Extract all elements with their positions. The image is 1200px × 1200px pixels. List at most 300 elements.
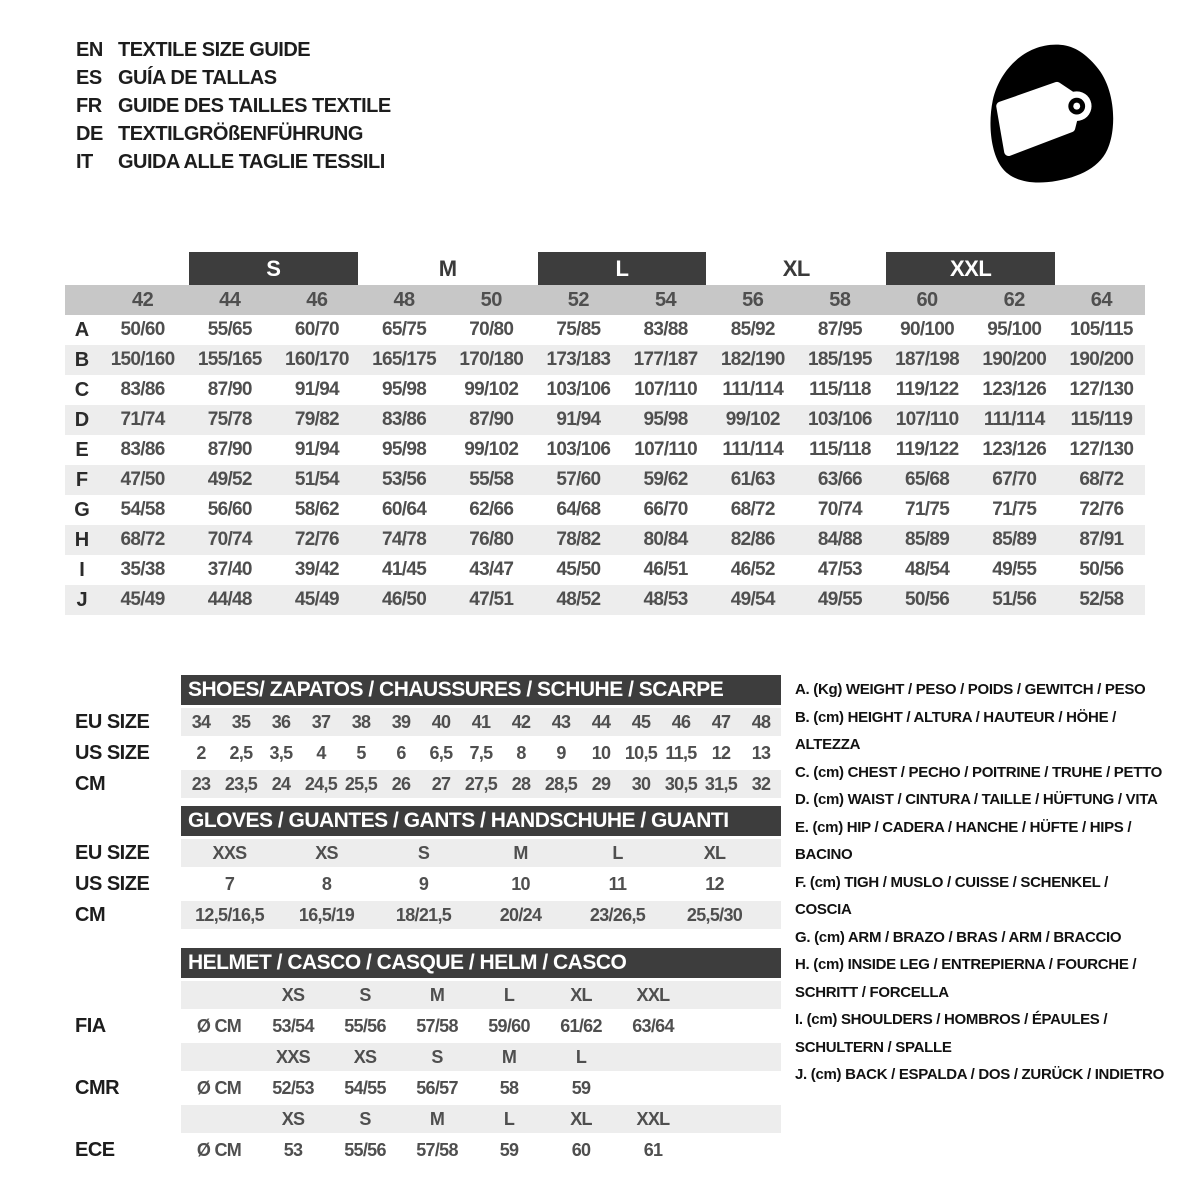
legend-item: D. (cm) WAIST / CINTURA / TAILLE / HÜFTUNG / VITA: [795, 791, 1158, 808]
measurement-cell: 62/66: [469, 499, 514, 520]
size-cell: 8: [321, 873, 332, 894]
helmet-size-cell: L: [575, 1046, 587, 1067]
size-cell: 7,5: [469, 742, 493, 763]
size-cell: 37: [311, 711, 331, 732]
row-cells: [181, 770, 781, 798]
unit-cell-empty: [181, 1105, 257, 1133]
measurement-cell: 45/49: [294, 589, 339, 610]
measurement-cell: 91/94: [556, 409, 601, 430]
size-cell: 10: [591, 742, 611, 763]
measurement-cell: 177/187: [633, 349, 698, 370]
measurement-cell: 87/90: [207, 439, 252, 460]
size-cell: 43: [551, 711, 571, 732]
size-cell: 34: [191, 711, 211, 732]
measurement-cell: 91/94: [294, 379, 339, 400]
measurement-row: [65, 375, 1145, 405]
measurement-cell: 46/51: [643, 559, 688, 580]
gloves-table-title: GLOVES / GUANTES / GANTS / HANDSCHUHE / GUANTI: [181, 806, 781, 836]
size-cell: 2: [196, 742, 206, 763]
legend-item: H. (cm) INSIDE LEG / ENTREPIERNA / FOURCHE / SCHRITT / FORCELLA: [795, 956, 1137, 1001]
measurement-cell: 65/75: [382, 319, 427, 340]
measurement-cell: 51/54: [294, 469, 339, 490]
size-column-header: 56: [742, 288, 764, 311]
measurement-cell: 54/58: [120, 499, 165, 520]
measurement-cell: 49/52: [207, 469, 252, 490]
measurement-cell: 47/51: [469, 589, 514, 610]
measurement-row: [65, 465, 1145, 495]
measurement-cell: 48/53: [643, 589, 688, 610]
measurement-cell: 50/56: [905, 589, 950, 610]
row-label: G: [74, 498, 90, 521]
unit-cell-empty: [181, 1043, 257, 1071]
measurement-cell: 165/175: [372, 349, 436, 370]
measurement-cell: 111/114: [722, 439, 784, 460]
row-label: H: [74, 528, 90, 551]
measurement-cell: 48/52: [556, 589, 601, 610]
helmet-size-cell: S: [359, 984, 371, 1005]
measurement-cell: 170/180: [459, 349, 524, 370]
helmet-table: [75, 948, 781, 1167]
row-header: CM: [75, 903, 106, 926]
row-cells: [181, 1012, 781, 1040]
measurement-cell: 68/72: [730, 499, 775, 520]
measurement-cell: 35/38: [120, 559, 165, 580]
legend-item: G. (cm) ARM / BRAZO / BRAS / ARM / BRACCIO: [795, 928, 1122, 946]
size-column-header: 58: [829, 288, 851, 311]
row-cells: [181, 901, 781, 929]
size-group-XL: XL: [782, 255, 810, 281]
helmet-size-cell: L: [503, 984, 515, 1005]
size-cell: 42: [511, 711, 531, 732]
helmet-size-row: [75, 981, 781, 1009]
size-cell: 11: [608, 873, 627, 894]
size-column-header: 42: [131, 288, 154, 311]
language-row: [76, 36, 391, 64]
language-code: DE: [76, 122, 103, 145]
measurement-cell: 87/90: [469, 409, 514, 430]
measurement-cell: 46/50: [382, 589, 427, 610]
measurement-cell: 71/74: [120, 409, 165, 430]
measurement-cell: 127/130: [1069, 439, 1134, 460]
size-cell: 23,5: [224, 773, 258, 794]
measurement-legend: [795, 676, 1167, 1089]
measurement-cell: 68/72: [1079, 469, 1124, 490]
language-code: FR: [76, 94, 102, 117]
measurement-cell: 123/126: [982, 379, 1047, 400]
language-code: IT: [76, 150, 93, 173]
row-cells: [181, 1105, 781, 1133]
measurement-cell: 61/63: [730, 469, 775, 490]
size-column-header: 60: [916, 288, 938, 311]
size-cell: 46: [671, 711, 691, 732]
size-cell: 38: [351, 711, 371, 732]
size-cell: 20/24: [499, 904, 542, 925]
row-label: J: [76, 588, 88, 611]
helmet-value-cell: 54/55: [344, 1077, 386, 1098]
language-label: GUIDE DES TAILLES TEXTILE: [118, 94, 391, 117]
size-cell: 12,5/16,5: [195, 904, 264, 925]
helmet-value-cell: 57/58: [416, 1015, 458, 1036]
measurement-cell: 123/126: [982, 439, 1047, 460]
helmet-value-cell: 55/56: [344, 1139, 386, 1160]
measurement-cell: 83/88: [643, 319, 688, 340]
size-cell: 6: [396, 742, 406, 763]
measurement-cell: 41/45: [382, 559, 427, 580]
helmet-size-cell: XXL: [636, 984, 670, 1005]
measurement-cell: 72/76: [294, 529, 339, 550]
size-column-header: 50: [480, 288, 502, 311]
language-code: ES: [76, 66, 102, 89]
measurement-cell: 47/50: [120, 469, 165, 490]
helmet-value-cell: 56/57: [416, 1077, 458, 1098]
measurement-cell: 182/190: [720, 349, 785, 370]
diameter-unit: Ø CM: [196, 1015, 242, 1036]
group-spacer: [1061, 252, 1142, 285]
measurement-cell: 95/98: [382, 439, 427, 460]
size-cell: 45: [631, 711, 651, 732]
helmet-value-cell: 53: [283, 1139, 303, 1160]
measurement-cell: 76/80: [469, 529, 514, 550]
group-spacer: [68, 252, 183, 285]
measurement-cell: 91/94: [294, 439, 339, 460]
measurement-cell: 50/56: [1079, 559, 1124, 580]
size-cell: 10,5: [624, 742, 658, 763]
measurement-cell: 127/130: [1069, 379, 1134, 400]
row-header-empty: [75, 1105, 181, 1133]
row-cells: [181, 839, 781, 867]
measurement-cell: 83/86: [382, 409, 427, 430]
measurement-cell: 115/118: [809, 379, 871, 400]
size-cell: 24: [271, 773, 291, 794]
size-column-header: 62: [1003, 288, 1025, 311]
helmet-value-cell: 55/56: [344, 1015, 386, 1036]
size-column-header: 54: [654, 288, 677, 311]
size-cell: 40: [431, 711, 451, 732]
row-header: US SIZE: [75, 872, 150, 895]
row-label: A: [74, 318, 90, 341]
helmet-size-cell: XXS: [276, 1046, 310, 1067]
helmet-value-row: [75, 1074, 781, 1102]
size-row: [75, 839, 781, 867]
main-table-body: [65, 315, 1145, 615]
measurement-cell: 75/85: [556, 319, 601, 340]
measurement-cell: 47/53: [817, 559, 862, 580]
size-cell: 36: [271, 711, 291, 732]
helmet-value-cell: 52/53: [272, 1077, 314, 1098]
size-cell: 25,5: [344, 773, 378, 794]
row-header-empty: [75, 981, 181, 1009]
size-cell: 12: [711, 742, 731, 763]
size-cell: 9: [418, 873, 429, 894]
measurement-cell: 87/91: [1079, 529, 1124, 550]
measurement-cell: 84/88: [817, 529, 862, 550]
size-cell: 30: [631, 773, 651, 794]
measurement-cell: 105/115: [1070, 319, 1133, 340]
helmet-value-cell: 58: [499, 1077, 519, 1098]
measurement-cell: 115/118: [809, 439, 871, 460]
diameter-unit: Ø CM: [196, 1077, 242, 1098]
size-group-XXL: XXL: [886, 252, 1054, 285]
helmet-value-row: [75, 1136, 781, 1164]
row-label: B: [74, 348, 90, 371]
measurement-cell: 48/54: [905, 559, 950, 580]
row-cells: [181, 870, 781, 898]
measurement-cell: 107/110: [895, 409, 959, 430]
row-cells: [181, 1074, 781, 1102]
helmet-value-cell: 61/62: [560, 1015, 602, 1036]
legend-item: B. (cm) HEIGHT / ALTURA / HAUTEUR / HÖHE / ALTEZZA: [795, 708, 1117, 753]
helmet-size-row: [75, 1105, 781, 1133]
measurement-cell: 78/82: [556, 529, 601, 550]
helmet-size-cell: M: [429, 984, 445, 1005]
measurement-cell: 107/110: [634, 439, 697, 460]
row-label: E: [75, 438, 89, 461]
helmet-size-cell: M: [429, 1108, 445, 1129]
measurement-cell: 115/119: [1070, 409, 1133, 430]
size-cell: L: [612, 842, 623, 863]
helmet-value-cell: 59/60: [488, 1015, 530, 1036]
measurement-cell: 83/86: [120, 379, 165, 400]
unit-cell-empty: [181, 981, 257, 1009]
size-cell: 3,5: [269, 742, 293, 763]
language-row: [76, 148, 391, 176]
size-group-L: L: [538, 252, 706, 285]
measurement-cell: 70/74: [207, 529, 252, 550]
measurement-cell: 80/84: [643, 529, 688, 550]
measurement-cell: 85/89: [992, 529, 1037, 550]
row-cells: [181, 739, 781, 767]
measurement-cell: 87/90: [207, 379, 252, 400]
size-group-header-row: [65, 252, 1145, 285]
size-row: [75, 770, 781, 798]
legend-item: J. (cm) BACK / ESPALDA / DOS / ZURÜCK / INDIETRO: [795, 1066, 1164, 1083]
measurement-cell: 155/165: [197, 349, 262, 370]
measurement-cell: 71/75: [905, 499, 950, 520]
row-label: C: [74, 378, 90, 401]
helmet-size-cell: XS: [353, 1046, 377, 1067]
size-cell: 23: [191, 773, 211, 794]
measurement-cell: 64/68: [556, 499, 601, 520]
measurement-cell: 107/110: [634, 379, 697, 400]
measurement-cell: 79/82: [294, 409, 339, 430]
size-cell: 23/26,5: [589, 904, 646, 925]
size-cell: 47: [711, 711, 731, 732]
measurement-row: [65, 405, 1145, 435]
measurement-row: [65, 585, 1145, 615]
shoes-table: [75, 675, 781, 801]
helmet-size-cell: S: [359, 1108, 371, 1129]
measurement-cell: 99/102: [464, 379, 519, 400]
legend-item: A. (Kg) WEIGHT / PESO / POIDS / GEWITCH / PESO: [795, 681, 1146, 698]
measurement-cell: 44/48: [207, 589, 252, 610]
measurement-cell: 58/62: [294, 499, 339, 520]
language-label: GUIDA ALLE TAGLIE TESSILI: [118, 150, 385, 173]
size-cell: 10: [511, 873, 530, 894]
size-row: [75, 708, 781, 736]
measurement-cell: 90/100: [900, 319, 955, 340]
standard-label-ECE: ECE: [75, 1138, 115, 1161]
size-cell: 44: [591, 711, 611, 732]
language-row: [76, 120, 391, 148]
helmet-value-row: [75, 1012, 781, 1040]
row-cells: [181, 1136, 781, 1164]
measurement-cell: 85/92: [730, 319, 775, 340]
helmet-value-cell: 59: [499, 1139, 519, 1160]
measurement-cell: 53/56: [382, 469, 427, 490]
measurement-cell: 150/160: [110, 349, 175, 370]
measurement-row: [65, 495, 1145, 525]
row-cells: [181, 708, 781, 736]
measurement-cell: 46/52: [730, 559, 775, 580]
size-cell: 30,5: [664, 773, 698, 794]
size-cell: 39: [391, 711, 411, 732]
legend-item: E. (cm) HIP / CADERA / HANCHE / HÜFTE / HIPS / BACINO: [795, 818, 1132, 863]
size-cell: 24,5: [304, 773, 338, 794]
main-size-table: [65, 252, 1145, 615]
size-cell: 6,5: [429, 742, 453, 763]
measurement-cell: 68/72: [120, 529, 165, 550]
size-cell: 12: [705, 873, 724, 894]
measurement-cell: 65/68: [905, 469, 950, 490]
row-label: I: [79, 558, 85, 581]
standard-label-FIA: FIA: [75, 1014, 106, 1037]
size-cell: 25,5/30: [686, 904, 743, 925]
language-row: [76, 64, 391, 92]
legend-item: C. (cm) CHEST / PECHO / POITRINE / TRUHE / PETTO: [795, 763, 1163, 781]
size-cell: 18/21,5: [395, 904, 452, 925]
measurement-cell: 103/106: [546, 379, 611, 400]
legend-item: I. (cm) SHOULDERS / HOMBROS / ÉPAULES / SCHULTERN / SPALLE: [795, 1011, 1108, 1056]
language-code: EN: [76, 38, 103, 61]
row-label: F: [75, 468, 89, 491]
helmet-size-cell: XXL: [636, 1108, 670, 1129]
measurement-cell: 95/100: [987, 319, 1042, 340]
measurement-cell: 60/70: [294, 319, 339, 340]
size-cell: 13: [751, 742, 771, 763]
measurement-cell: 49/54: [730, 589, 775, 610]
measurement-cell: 119/122: [895, 439, 959, 460]
helmet-size-cell: XL: [570, 1108, 592, 1129]
measurement-row: [65, 555, 1145, 585]
measurement-row: [65, 435, 1145, 465]
measurement-cell: 99/102: [725, 409, 780, 430]
size-cell: 27,5: [464, 773, 498, 794]
size-cell: 27: [431, 773, 451, 794]
size-cell: M: [513, 842, 528, 863]
measurement-cell: 49/55: [817, 589, 862, 610]
measurement-cell: 87/95: [817, 319, 862, 340]
measurement-cell: 39/42: [294, 559, 339, 580]
measurement-cell: 71/75: [992, 499, 1037, 520]
standard-label-CMR: CMR: [75, 1076, 120, 1099]
measurement-cell: 45/49: [120, 589, 165, 610]
row-header: EU SIZE: [75, 710, 150, 733]
size-group-M: M: [438, 255, 457, 281]
racing-helmet-icon: [976, 36, 1134, 196]
size-cell: XXS: [212, 842, 247, 863]
row-label: D: [74, 408, 90, 431]
size-cell: 31,5: [704, 773, 738, 794]
size-column-header: 64: [1090, 288, 1113, 311]
helmet-size-cell: XS: [281, 1108, 305, 1129]
helmet-table-title: HELMET / CASCO / CASQUE / HELM / CASCO: [181, 948, 781, 978]
size-number-header-row: [65, 285, 1145, 315]
helmet-size-row: [75, 1043, 781, 1071]
measurement-cell: 70/80: [469, 319, 514, 340]
measurement-row: [65, 525, 1145, 555]
measurement-cell: 45/50: [556, 559, 601, 580]
measurement-cell: 67/70: [992, 469, 1037, 490]
size-cell: 28: [511, 773, 531, 794]
size-cell: 5: [356, 742, 366, 763]
size-cell: 48: [751, 711, 771, 732]
measurement-cell: 52/58: [1079, 589, 1124, 610]
size-cell: 35: [231, 711, 251, 732]
measurement-cell: 57/60: [556, 469, 601, 490]
size-column-header: 46: [306, 288, 328, 311]
measurement-cell: 70/74: [817, 499, 862, 520]
helmet-size-cell: M: [501, 1046, 517, 1067]
measurement-cell: 43/47: [469, 559, 514, 580]
language-label: GUÍA DE TALLAS: [118, 66, 277, 89]
measurement-cell: 66/70: [643, 499, 688, 520]
measurement-row: [65, 345, 1145, 375]
measurement-cell: 51/56: [992, 589, 1037, 610]
measurement-cell: 63/66: [817, 469, 862, 490]
size-row: [75, 901, 781, 929]
size-cell: 4: [316, 742, 326, 763]
measurement-cell: 185/195: [808, 349, 872, 370]
size-cell: 9: [556, 742, 566, 763]
measurement-cell: 99/102: [464, 439, 519, 460]
measurement-cell: 95/98: [643, 409, 688, 430]
size-cell: 41: [471, 711, 491, 732]
helmet-size-cell: S: [431, 1046, 443, 1067]
diameter-unit: Ø CM: [196, 1139, 242, 1160]
measurement-cell: 103/106: [546, 439, 611, 460]
row-cells: [181, 1043, 781, 1071]
size-cell: XS: [315, 842, 338, 863]
measurement-cell: 119/122: [895, 379, 959, 400]
measurement-cell: 60/64: [382, 499, 427, 520]
helmet-value-cell: 61: [643, 1139, 663, 1160]
measurement-cell: 160/170: [285, 349, 349, 370]
measurement-cell: 187/198: [895, 349, 959, 370]
size-cell: S: [417, 842, 430, 863]
size-cell: 8: [516, 742, 526, 763]
size-cell: 28,5: [544, 773, 578, 794]
size-cell: 11,5: [665, 742, 697, 763]
size-column-header: 52: [567, 288, 590, 311]
helmet-value-cell: 60: [571, 1139, 591, 1160]
measurement-cell: 103/106: [808, 409, 872, 430]
measurement-cell: 37/40: [207, 559, 252, 580]
gloves-table: [75, 806, 781, 932]
measurement-cell: 50/60: [120, 319, 165, 340]
row-header: EU SIZE: [75, 841, 150, 864]
measurement-cell: 82/86: [730, 529, 775, 550]
size-cell: 26: [391, 773, 411, 794]
size-row: [75, 870, 781, 898]
measurement-cell: 55/65: [207, 319, 252, 340]
language-label: TEXTILGRÖßENFÜHRUNG: [118, 122, 363, 145]
size-cell: XL: [703, 842, 726, 863]
language-block: [76, 36, 391, 176]
helmet-size-cell: XL: [570, 984, 592, 1005]
helmet-value-cell: 53/54: [272, 1015, 314, 1036]
row-cells: [181, 981, 781, 1009]
size-column-header: 48: [393, 288, 415, 311]
